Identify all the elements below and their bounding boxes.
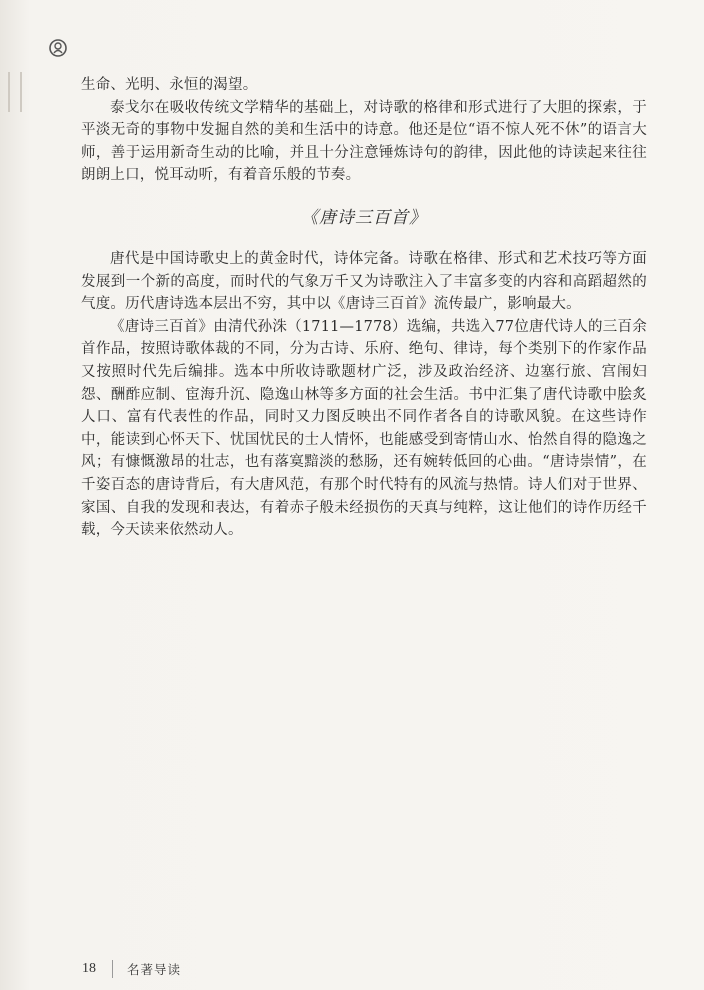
page-footer xyxy=(82,958,181,980)
footer-divider xyxy=(112,960,113,978)
paragraph-continuation: 生命、光明、永恒的渴望。 xyxy=(81,77,258,93)
paragraph-tang-intro: 唐代是中国诗歌史上的黄金时代，诗体完备。诗歌在格律、形式和艺术技巧等方面发展到一个新的高度，而时代的气象万千又为诗歌注入了丰富多变的内容和高蹈超然的气度。历代唐诗选本层出不穷，其中以《唐诗三百首》流传最广，影响最大。 xyxy=(81,250,647,313)
book-name: 名著导读 xyxy=(127,962,182,977)
binding-line xyxy=(20,72,22,112)
paragraph-tang-anthology: 《唐诗三百首》由清代孙洙（1711—1778）选编，共选入77位唐代诗人的三百余首作品，按照诗歌体裁的不同，分为古诗、乐府、绝句、律诗，每个类别下的作家作品又按照时代先后编排。选本中所收诗歌题材广泛，涉及政治经济、边塞行旅、宫闱妇怨、酬酢应制、宦海升沉、隐逸山林等多方面的社会生活。书中汇集了唐代诗歌中脍炙人口、富有代表性的作品，同时又力图反映出不同作者各自的诗歌风貌。在这些诗作中，能读到心怀天下、忧国忧民的士人情怀，也能感受到寄情山水、怡然自得的隐逸之风；有慷慨激昂的壮志，也有落寞黯淡的愁肠，还有婉转低回的心曲。“唐诗崇情”，在千姿百态的唐诗背后，有大唐风范，有那个时代特有的风流与热情。诗人们对于世界、家国、自我的发现和表达，有着赤子般未经损伤的天真与纯粹，这让他们的诗作历经千载，今天读来依然动人。 xyxy=(81,318,647,539)
article-body xyxy=(81,74,647,542)
page-number: 18 xyxy=(82,961,96,976)
paragraph-tagore: 泰戈尔在吸收传统文学精华的基础上，对诗歌的格律和形式进行了大胆的探索，于平淡无奇的事物中发掘自然的美和生活中的诗意。他还是位“语不惊人死不休”的语言大师，善于运用新奇生动的比喻，并且十分注意锤炼诗句的韵律，因此他的诗读起来往往朗朗上口，悦耳动听，有着音乐般的节奏。 xyxy=(81,99,647,184)
section-title: 《唐诗三百首》 xyxy=(301,207,427,228)
publisher-logo-icon xyxy=(48,38,68,58)
binding-line xyxy=(8,72,10,112)
